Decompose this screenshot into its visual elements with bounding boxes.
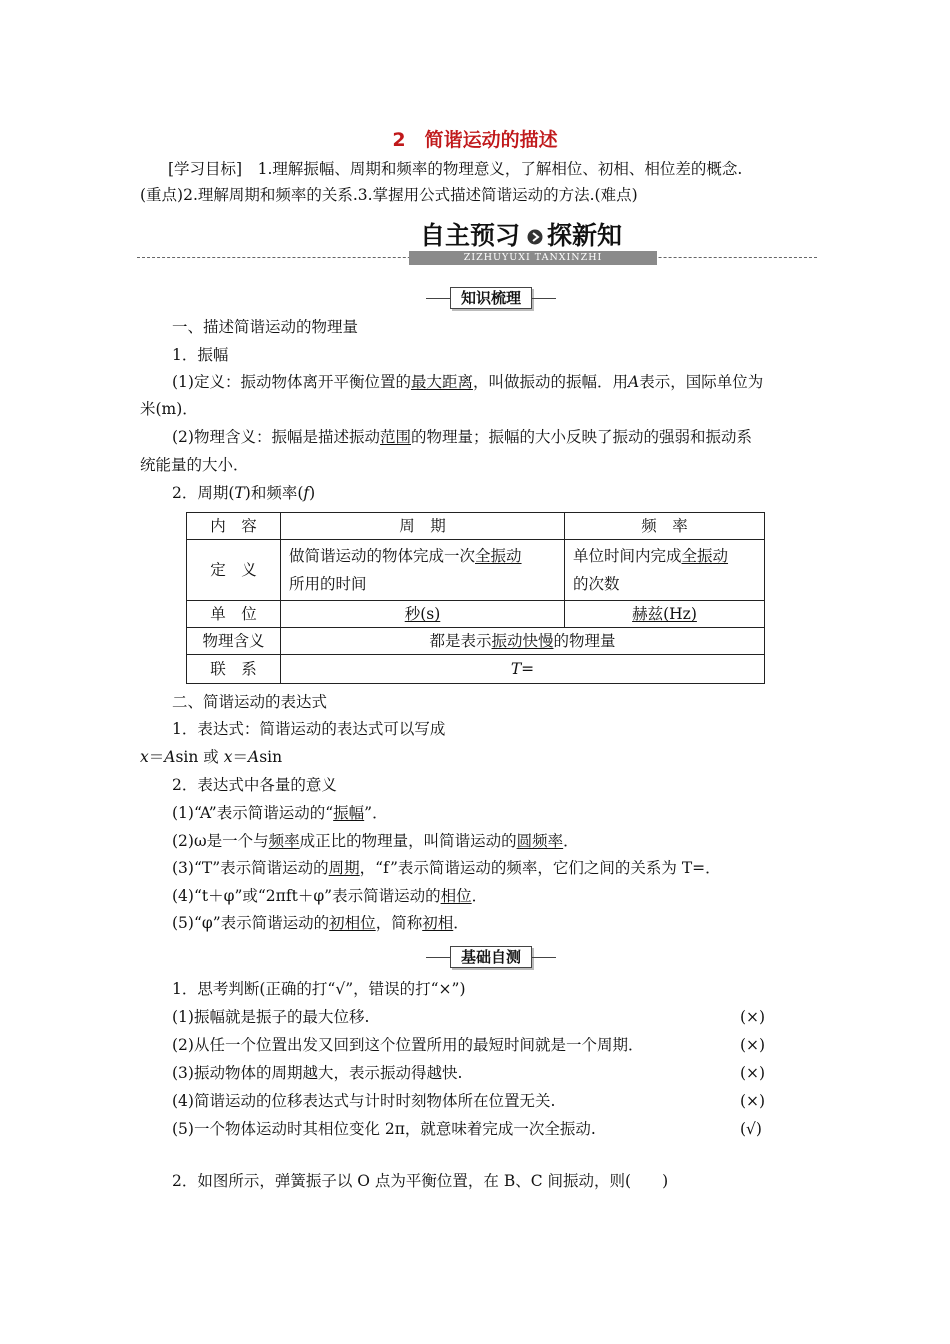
table-cell: 定 义 [187,540,281,601]
table-cell: T= [281,655,765,684]
section-banner [0,218,950,268]
banner-title-right: 探新知 [547,221,623,250]
section-tag-knowledge [426,287,556,309]
amplitude-heading: 1．振幅 [172,346,229,364]
judgement-mark-3: (×) [740,1064,766,1082]
page-title: 2 简谐运动的描述 [392,129,558,151]
period-frequency-table [186,512,765,684]
section-tag-selftest-label: 基础自测 [450,946,532,968]
amplitude-definition-line2: 米(m)． [140,400,198,418]
expression-heading: 1．表达式：简谐运动的表达式可以写成 [172,720,446,738]
table-cell: 都是表示振动快慢的物理量 [281,628,765,655]
table-row [187,655,765,684]
judgement-item-4: (4)简谐运动的位移表达式与计时时刻物体所在位置无关. [172,1092,556,1110]
table-header-content: 内 容 [187,513,281,540]
learning-goals-line1: [学习目标] 1.理解振幅、周期和频率的物理意义，了解相位、初相、相位差的概念. [168,160,743,178]
meaning-item-2: (2)ω是一个与频率成正比的物理量，叫简谐运动的圆频率． [172,832,579,850]
judgement-item-2: (2)从任一个位置出发又回到这个位置所用的最短时间就是一个周期． [172,1036,644,1054]
judgement-mark-1: (×) [740,1008,766,1026]
judgement-mark-2: (×) [740,1036,766,1054]
table-row [187,513,765,540]
meaning-item-5: (5)“φ”表示简谐运动的初相位，简称初相． [172,914,469,932]
banner-subtitle: ZIZHUYUXI TANXINZHI [409,251,657,265]
table-row [187,628,765,655]
amplitude-meaning: (2)物理含义：振幅是描述振动范围的物理量；振幅的大小反映了振动的强弱和振动系 [172,428,752,446]
banner-title-left: 自主预习 [420,221,521,250]
judgement-item-1: (1)振幅就是振子的最大位移. [172,1008,370,1026]
judgement-mark-5: (√) [740,1120,762,1138]
amplitude-meaning-line2: 统能量的大小． [140,456,249,474]
table-row [187,601,765,628]
learning-goals-line2: (重点)2.理解周期和频率的关系.3.掌握用公式描述简谐运动的方法.(难点) [140,186,638,204]
table-cell: 赫兹(Hz) [565,601,765,628]
table-cell: 单位时间内完成全振动 的次数 [565,540,765,601]
meaning-heading: 2．表达式中各量的意义 [172,776,337,794]
table-cell: 做简谐运动的物体完成一次全振动 所用的时间 [281,540,565,601]
amplitude-definition: (1)定义：振动物体离开平衡位置的最大距离，叫做振动的振幅．用A表示，国际单位为 [172,373,764,391]
section-tag-knowledge-label: 知识梳理 [450,287,532,309]
question-2: 2．如图所示，弹簧振子以 O 点为平衡位置，在 B、C 间振动，则( ) [172,1172,669,1190]
table-cell: 联 系 [187,655,281,684]
table-header-period: 周 期 [281,513,565,540]
part2-heading: 二、简谐运动的表达式 [172,693,328,711]
expression-formula: x＝Asin 或 x＝Asin [140,748,283,766]
judgement-item-3: (3)振动物体的周期越大，表示振动得越快. [172,1064,463,1082]
question-1: 1．思考判断(正确的打“√”，错误的打“×”) [172,980,466,998]
meaning-item-1: (1)“A”表示简谐运动的“振幅”． [172,804,388,822]
table-cell: 单 位 [187,601,281,628]
judgement-mark-4: (×) [740,1092,766,1110]
table-row [187,540,765,601]
judgement-item-5: (5)一个物体运动时其相位变化 2π，就意味着完成一次全振动. [172,1120,596,1138]
meaning-item-3: (3)“T”表示简谐运动的周期，“f”表示简谐运动的频率，它们之间的关系为 T=． [172,859,721,877]
table-cell: 物理含义 [187,628,281,655]
table-header-frequency: 频 率 [565,513,765,540]
section-tag-selftest [426,946,556,968]
table-cell: 秒(s) [281,601,565,628]
period-frequency-heading: 2．周期(T)和频率(f) [172,484,316,502]
part1-heading: 一、描述简谐运动的物理量 [172,318,359,336]
meaning-item-4: (4)“t＋φ”或“2πft＋φ”表示简谐运动的相位． [172,887,488,905]
arrow-circle-icon [527,229,543,245]
